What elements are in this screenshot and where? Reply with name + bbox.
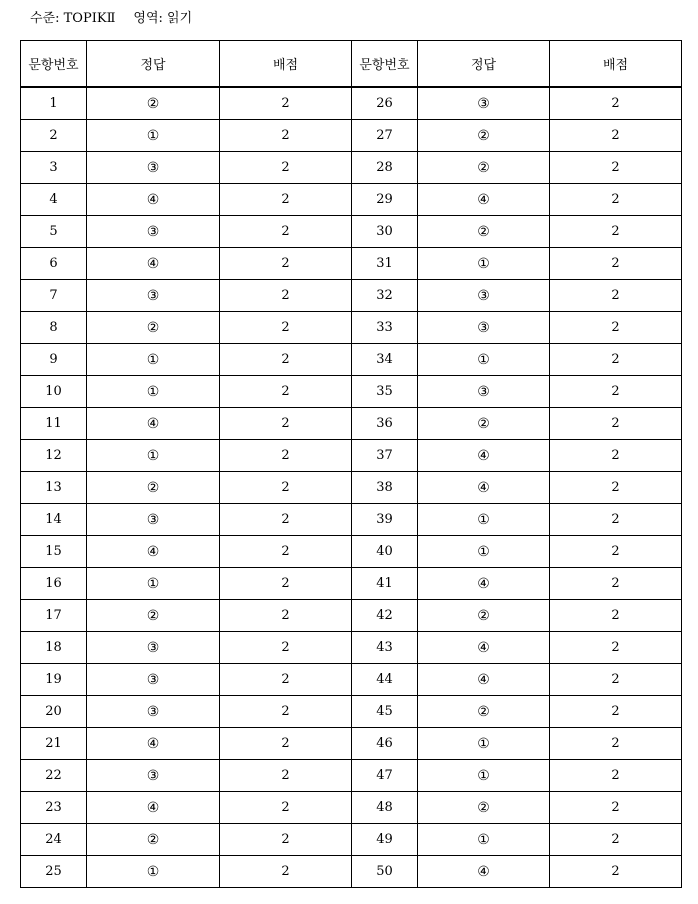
question-number-cell: 50	[352, 856, 418, 888]
table-row	[21, 344, 682, 376]
points-cell: 2	[220, 408, 352, 440]
answer-cell: ④	[87, 408, 220, 440]
points-cell: 2	[220, 504, 352, 536]
question-number-cell: 22	[21, 760, 87, 792]
answer-cell: ②	[87, 312, 220, 344]
table-row	[21, 728, 682, 760]
answer-cell: ③	[87, 216, 220, 248]
table-row	[21, 216, 682, 248]
answer-key-body	[21, 87, 682, 888]
points-cell: 2	[220, 696, 352, 728]
points-cell: 2	[550, 536, 682, 568]
question-number-cell: 15	[21, 536, 87, 568]
question-number-cell: 1	[21, 87, 87, 120]
points-cell: 2	[220, 344, 352, 376]
answer-cell: ③	[87, 280, 220, 312]
points-cell: 2	[550, 312, 682, 344]
header-points-left: 배점	[220, 41, 352, 88]
points-cell: 2	[550, 632, 682, 664]
question-number-cell: 2	[21, 120, 87, 152]
points-cell: 2	[550, 856, 682, 888]
answer-cell: ④	[418, 440, 550, 472]
points-cell: 2	[220, 760, 352, 792]
answer-cell: ④	[418, 856, 550, 888]
answer-cell: ①	[87, 344, 220, 376]
answer-cell: ④	[87, 728, 220, 760]
answer-cell: ④	[418, 472, 550, 504]
points-cell: 2	[220, 568, 352, 600]
table-row	[21, 600, 682, 632]
question-number-cell: 40	[352, 536, 418, 568]
area-value: 읽기	[167, 11, 193, 26]
points-cell: 2	[550, 504, 682, 536]
answer-cell: ④	[418, 184, 550, 216]
area-label: 영역:	[133, 11, 163, 26]
question-number-cell: 27	[352, 120, 418, 152]
points-cell: 2	[220, 664, 352, 696]
question-number-cell: 7	[21, 280, 87, 312]
question-number-cell: 16	[21, 568, 87, 600]
document-header	[30, 10, 192, 28]
question-number-cell: 29	[352, 184, 418, 216]
header-points-right: 배점	[550, 41, 682, 88]
table-row	[21, 856, 682, 888]
question-number-cell: 4	[21, 184, 87, 216]
question-number-cell: 37	[352, 440, 418, 472]
points-cell: 2	[550, 152, 682, 184]
answer-cell: ②	[418, 792, 550, 824]
answer-cell: ④	[87, 184, 220, 216]
answer-cell: ②	[418, 120, 550, 152]
question-number-cell: 10	[21, 376, 87, 408]
table-row	[21, 440, 682, 472]
points-cell: 2	[550, 248, 682, 280]
question-number-cell: 42	[352, 600, 418, 632]
question-number-cell: 9	[21, 344, 87, 376]
table-row	[21, 184, 682, 216]
points-cell: 2	[550, 600, 682, 632]
table-row	[21, 280, 682, 312]
points-cell: 2	[220, 248, 352, 280]
answer-cell: ①	[418, 536, 550, 568]
question-number-cell: 6	[21, 248, 87, 280]
header-question-number-right: 문항번호	[352, 41, 418, 88]
points-cell: 2	[220, 152, 352, 184]
answer-cell: ①	[87, 568, 220, 600]
question-number-cell: 39	[352, 504, 418, 536]
question-number-cell: 25	[21, 856, 87, 888]
points-cell: 2	[550, 184, 682, 216]
points-cell: 2	[550, 87, 682, 120]
points-cell: 2	[550, 376, 682, 408]
answer-cell: ③	[418, 280, 550, 312]
points-cell: 2	[220, 792, 352, 824]
answer-cell: ②	[418, 408, 550, 440]
answer-cell: ④	[87, 792, 220, 824]
answer-cell: ④	[418, 632, 550, 664]
question-number-cell: 13	[21, 472, 87, 504]
table-row	[21, 536, 682, 568]
question-number-cell: 11	[21, 408, 87, 440]
answer-cell: ③	[87, 504, 220, 536]
table-row	[21, 824, 682, 856]
table-row	[21, 792, 682, 824]
question-number-cell: 19	[21, 664, 87, 696]
answer-cell: ②	[87, 472, 220, 504]
answer-cell: ③	[418, 87, 550, 120]
answer-cell: ①	[418, 728, 550, 760]
points-cell: 2	[550, 440, 682, 472]
points-cell: 2	[550, 280, 682, 312]
answer-cell: ②	[418, 600, 550, 632]
points-cell: 2	[550, 696, 682, 728]
table-row	[21, 87, 682, 120]
points-cell: 2	[220, 280, 352, 312]
answer-cell: ②	[87, 824, 220, 856]
question-number-cell: 34	[352, 344, 418, 376]
points-cell: 2	[220, 184, 352, 216]
header-question-number-left: 문항번호	[21, 41, 87, 88]
answer-key-header	[21, 41, 682, 88]
table-row	[21, 696, 682, 728]
points-cell: 2	[220, 600, 352, 632]
answer-cell: ②	[418, 696, 550, 728]
question-number-cell: 43	[352, 632, 418, 664]
question-number-cell: 45	[352, 696, 418, 728]
points-cell: 2	[220, 376, 352, 408]
points-cell: 2	[220, 536, 352, 568]
question-number-cell: 23	[21, 792, 87, 824]
points-cell: 2	[550, 216, 682, 248]
answer-key-table	[20, 40, 682, 888]
question-number-cell: 41	[352, 568, 418, 600]
question-number-cell: 5	[21, 216, 87, 248]
answer-cell: ④	[418, 664, 550, 696]
table-row	[21, 664, 682, 696]
points-cell: 2	[550, 664, 682, 696]
table-row	[21, 248, 682, 280]
question-number-cell: 8	[21, 312, 87, 344]
level-label: 수준:	[30, 11, 60, 26]
answer-cell: ③	[418, 312, 550, 344]
level-value: TOPIKⅡ	[63, 11, 116, 26]
question-number-cell: 36	[352, 408, 418, 440]
table-row	[21, 376, 682, 408]
table-row	[21, 408, 682, 440]
points-cell: 2	[220, 728, 352, 760]
table-row	[21, 504, 682, 536]
points-cell: 2	[220, 824, 352, 856]
answer-cell: ③	[87, 152, 220, 184]
question-number-cell: 35	[352, 376, 418, 408]
question-number-cell: 31	[352, 248, 418, 280]
answer-cell: ④	[418, 568, 550, 600]
points-cell: 2	[550, 120, 682, 152]
table-row	[21, 760, 682, 792]
answer-cell: ①	[418, 760, 550, 792]
question-number-cell: 48	[352, 792, 418, 824]
table-row	[21, 152, 682, 184]
answer-cell: ②	[418, 152, 550, 184]
answer-cell: ②	[87, 600, 220, 632]
answer-cell: ④	[87, 536, 220, 568]
answer-cell: ②	[87, 87, 220, 120]
answer-cell: ③	[87, 632, 220, 664]
points-cell: 2	[220, 472, 352, 504]
answer-cell: ①	[418, 504, 550, 536]
answer-cell: ④	[87, 248, 220, 280]
question-number-cell: 18	[21, 632, 87, 664]
question-number-cell: 49	[352, 824, 418, 856]
points-cell: 2	[550, 792, 682, 824]
question-number-cell: 38	[352, 472, 418, 504]
points-cell: 2	[220, 120, 352, 152]
answer-cell: ③	[87, 696, 220, 728]
question-number-cell: 24	[21, 824, 87, 856]
points-cell: 2	[550, 824, 682, 856]
points-cell: 2	[550, 728, 682, 760]
points-cell: 2	[220, 440, 352, 472]
answer-cell: ③	[87, 760, 220, 792]
points-cell: 2	[220, 87, 352, 120]
question-number-cell: 47	[352, 760, 418, 792]
answer-cell: ③	[87, 664, 220, 696]
answer-cell: ①	[87, 376, 220, 408]
header-answer-left: 정답	[87, 41, 220, 88]
points-cell: 2	[550, 472, 682, 504]
points-cell: 2	[220, 856, 352, 888]
question-number-cell: 33	[352, 312, 418, 344]
question-number-cell: 30	[352, 216, 418, 248]
question-number-cell: 28	[352, 152, 418, 184]
table-row	[21, 472, 682, 504]
question-number-cell: 26	[352, 87, 418, 120]
question-number-cell: 17	[21, 600, 87, 632]
table-row	[21, 568, 682, 600]
answer-cell: ①	[87, 856, 220, 888]
question-number-cell: 14	[21, 504, 87, 536]
header-row	[21, 41, 682, 88]
table-row	[21, 120, 682, 152]
answer-cell: ①	[418, 344, 550, 376]
question-number-cell: 32	[352, 280, 418, 312]
answer-cell: ①	[87, 120, 220, 152]
question-number-cell: 21	[21, 728, 87, 760]
points-cell: 2	[220, 632, 352, 664]
question-number-cell: 12	[21, 440, 87, 472]
question-number-cell: 44	[352, 664, 418, 696]
question-number-cell: 3	[21, 152, 87, 184]
answer-cell: ②	[418, 216, 550, 248]
points-cell: 2	[220, 312, 352, 344]
table-row	[21, 632, 682, 664]
table-row	[21, 312, 682, 344]
points-cell: 2	[550, 760, 682, 792]
question-number-cell: 20	[21, 696, 87, 728]
points-cell: 2	[550, 568, 682, 600]
answer-cell: ①	[418, 248, 550, 280]
points-cell: 2	[220, 216, 352, 248]
question-number-cell: 46	[352, 728, 418, 760]
answer-cell: ①	[418, 824, 550, 856]
header-answer-right: 정답	[418, 41, 550, 88]
points-cell: 2	[550, 344, 682, 376]
points-cell: 2	[550, 408, 682, 440]
answer-cell: ①	[87, 440, 220, 472]
answer-cell: ③	[418, 376, 550, 408]
